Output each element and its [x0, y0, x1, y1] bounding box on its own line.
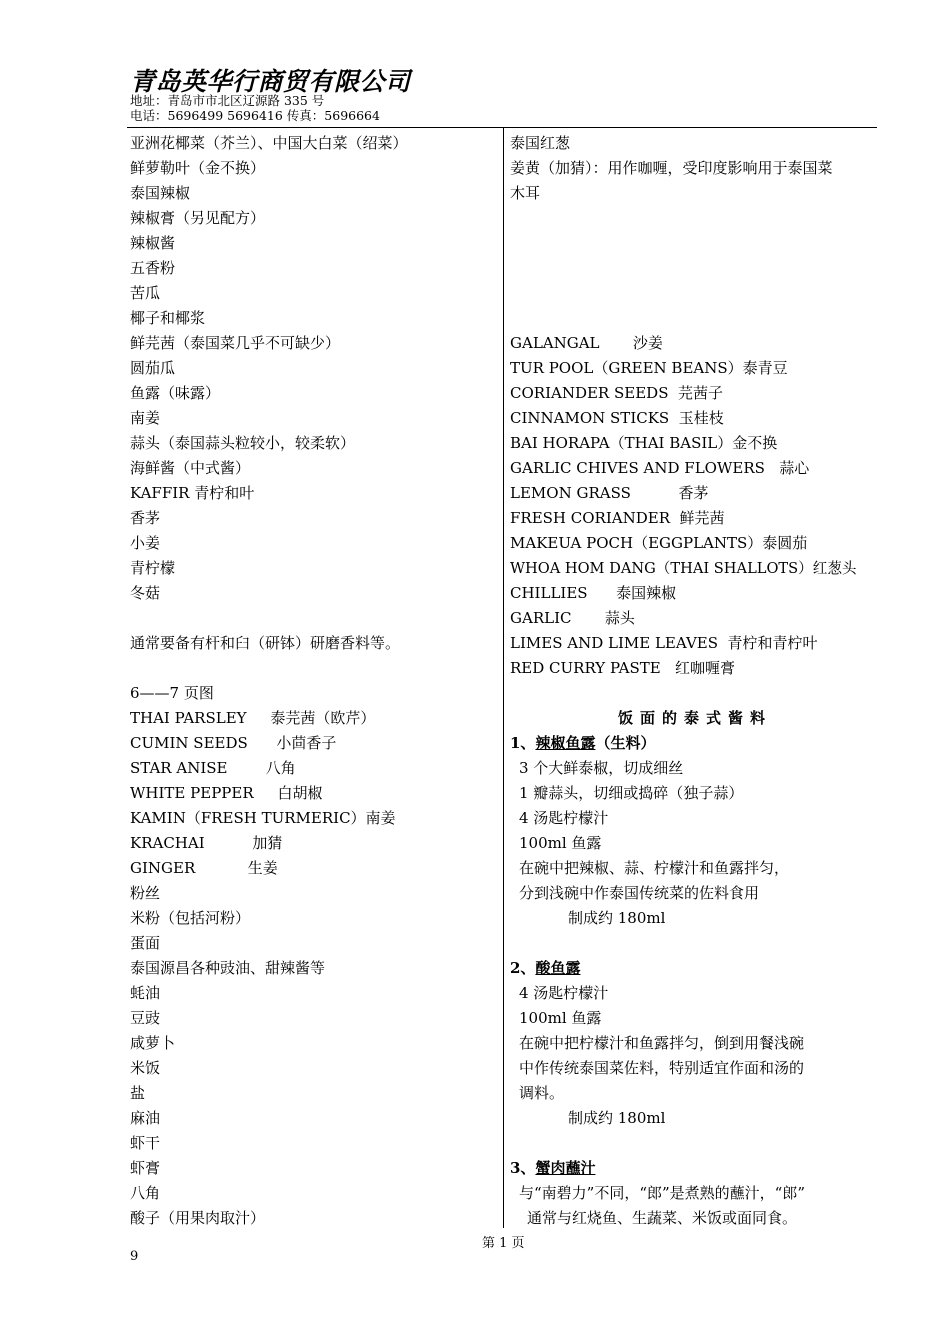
list-item: 鲜芫茜（泰国菜几乎不可缺少）: [130, 334, 341, 352]
list-item: RED CURRY PASTE 红咖喱膏: [510, 659, 736, 677]
list-item: 辣椒膏（另见配方）: [130, 209, 266, 227]
recipe-line: 中作传统泰国菜佐料，特别适宜作面和汤的: [519, 1059, 805, 1077]
list-item: CUMIN SEEDS 小茴香子: [130, 734, 337, 752]
list-item: 青柠檬: [130, 559, 176, 577]
page-reference: 6——7 页图: [130, 684, 214, 702]
footer-number: 9: [130, 1249, 139, 1264]
list-item: 泰国源昌各种豉油、甜辣酱等: [130, 959, 326, 977]
recipe-line: 100ml 鱼露: [519, 834, 602, 852]
recipe-name: 蟹肉蘸汁: [535, 1159, 596, 1177]
list-item: 粉丝: [130, 884, 161, 902]
recipe-number: 2、: [510, 959, 536, 977]
list-item: STAR ANISE 八角: [130, 759, 296, 777]
recipe-heading: [510, 731, 880, 756]
column-divider: [503, 128, 504, 1228]
list-item: GARLIC CHIVES AND FLOWERS 蒜心: [510, 459, 810, 477]
recipe-number: 3、: [510, 1159, 536, 1177]
recipe-heading: [510, 956, 880, 981]
list-item: 咸萝卜: [130, 1034, 176, 1052]
list-item: 蛋面: [130, 934, 161, 952]
section-title: 饭面的泰式酱料: [617, 709, 772, 727]
list-item: KAFFIR 青柠和叶: [130, 484, 255, 502]
list-item: 辣椒酱: [130, 234, 176, 252]
list-item: 蚝油: [130, 984, 161, 1002]
recipe-line: 4 汤匙柠檬汁: [519, 984, 609, 1002]
list-item: KRACHAI 加猜: [130, 834, 283, 852]
list-item: GINGER 生姜: [130, 859, 278, 877]
recipe-line: 在碗中把辣椒、蒜、柠檬汁和鱼露拌匀，: [519, 859, 790, 877]
list-item: 酸子（用果肉取汁）: [130, 1209, 266, 1227]
list-item: 麻油: [130, 1109, 161, 1127]
header-divider: [127, 127, 877, 128]
list-item: 椰子和椰浆: [130, 309, 206, 327]
list-item: 圆茄瓜: [130, 359, 176, 377]
list-item: GALANGAL 沙姜: [510, 334, 663, 352]
list-item: 姜黄（加猜）：用作咖喱，受印度影响用于泰国菜: [510, 159, 833, 177]
recipe-line: 3 个大鲜泰椒，切成细丝: [519, 759, 684, 777]
recipe-line: 在碗中把柠檬汁和鱼露拌匀，倒到用餐浅碗: [519, 1034, 805, 1052]
recipe-line: 分到浅碗中作泰国传统菜的佐料食用: [519, 884, 760, 902]
left-column: [130, 131, 495, 1231]
list-item: 小姜: [130, 534, 161, 552]
list-item: 海鲜酱（中式酱）: [130, 459, 251, 477]
list-item: KAMIN（FRESH TURMERIC）南姜: [130, 809, 396, 827]
list-item: LIMES AND LIME LEAVES 青柠和青柠叶: [510, 634, 818, 652]
company-name: 青岛英华行商贸有限公司: [130, 67, 411, 96]
list-item: BAI HORAPA（THAI BASIL）金不换: [510, 434, 778, 452]
list-item: 泰国辣椒: [130, 184, 191, 202]
list-item: LEMON GRASS 香茅: [510, 484, 709, 502]
list-item: CORIANDER SEEDS 芫茜子: [510, 384, 724, 402]
recipe-number: 1、: [510, 734, 536, 752]
list-item: 鲜萝勒叶（金不换）: [130, 159, 266, 177]
list-item: 南姜: [130, 409, 161, 427]
list-item: WHOA HOM DANG（THAI SHALLOTS）红葱头: [510, 560, 857, 577]
list-item: 八角: [130, 1184, 161, 1202]
tools-note: 通常要备有杆和臼（研钵）研磨香料等。: [130, 634, 401, 652]
list-item: 蒜头（泰国蒜头粒较小，较柔软）: [130, 434, 356, 452]
list-item: CHILLIES 泰国辣椒: [510, 584, 677, 602]
list-item: 豆豉: [130, 1009, 161, 1027]
recipe-yield: 制成约 180ml: [568, 1109, 666, 1127]
list-item: 米粉（包括河粉）: [130, 909, 251, 927]
list-item: 亚洲花椰菜（芥兰）、中国大白菜（绍菜）: [130, 134, 408, 152]
recipe-line: 4 汤匙柠檬汁: [519, 809, 609, 827]
list-item: 冬菇: [130, 584, 161, 602]
right-column: [510, 131, 880, 1231]
list-item: GARLIC 蒜头: [510, 609, 635, 627]
list-item: 虾干: [130, 1134, 161, 1152]
list-item: 木耳: [510, 184, 541, 202]
list-item: WHITE PEPPER 白胡椒: [130, 784, 323, 802]
list-item: THAI PARSLEY 泰芫茜（欧芹）: [130, 709, 376, 727]
page-number-label: 第 1 页: [482, 1236, 525, 1251]
list-item: 盐: [130, 1084, 146, 1102]
list-item: 虾膏: [130, 1159, 161, 1177]
list-item: TUR POOL（GREEN BEANS）泰青豆: [510, 359, 788, 377]
list-item: 香茅: [130, 509, 161, 527]
recipe-line: 调料。: [519, 1084, 565, 1102]
recipe-line: 1 瓣蒜头，切细或捣碎（独子蒜）: [519, 784, 744, 802]
list-item: 米饭: [130, 1059, 161, 1077]
recipe-heading: [510, 1156, 880, 1181]
recipe-name: 辣椒鱼露: [535, 734, 596, 752]
recipe-line: 与“南碧力”不同，“郎”是煮熟的蘸汁，“郎”: [519, 1184, 806, 1202]
recipe-yield: 制成约 180ml: [568, 909, 666, 927]
recipe-line: 通常与红烧鱼、生蔬菜、米饭或面同食。: [527, 1209, 798, 1227]
list-item: 鱼露（味露）: [130, 384, 221, 402]
company-phone: 电话：5696499 5696416 传真：5696664: [130, 108, 380, 123]
list-item: FRESH CORIANDER 鲜芫茜: [510, 509, 725, 527]
company-address: 地址：青岛市市北区辽源路 335 号: [130, 93, 325, 108]
recipe-suffix: （生料）: [595, 734, 656, 752]
recipe-line: 100ml 鱼露: [519, 1009, 602, 1027]
list-item: 五香粉: [130, 259, 176, 277]
list-item: MAKEUA POCH（EGGPLANTS）泰圆茄: [510, 534, 808, 552]
list-item: CINNAMON STICKS 玉桂枝: [510, 409, 724, 427]
recipe-name: 酸鱼露: [535, 959, 581, 977]
list-item: 苦瓜: [130, 284, 161, 302]
list-item: 泰国红葱: [510, 134, 571, 152]
